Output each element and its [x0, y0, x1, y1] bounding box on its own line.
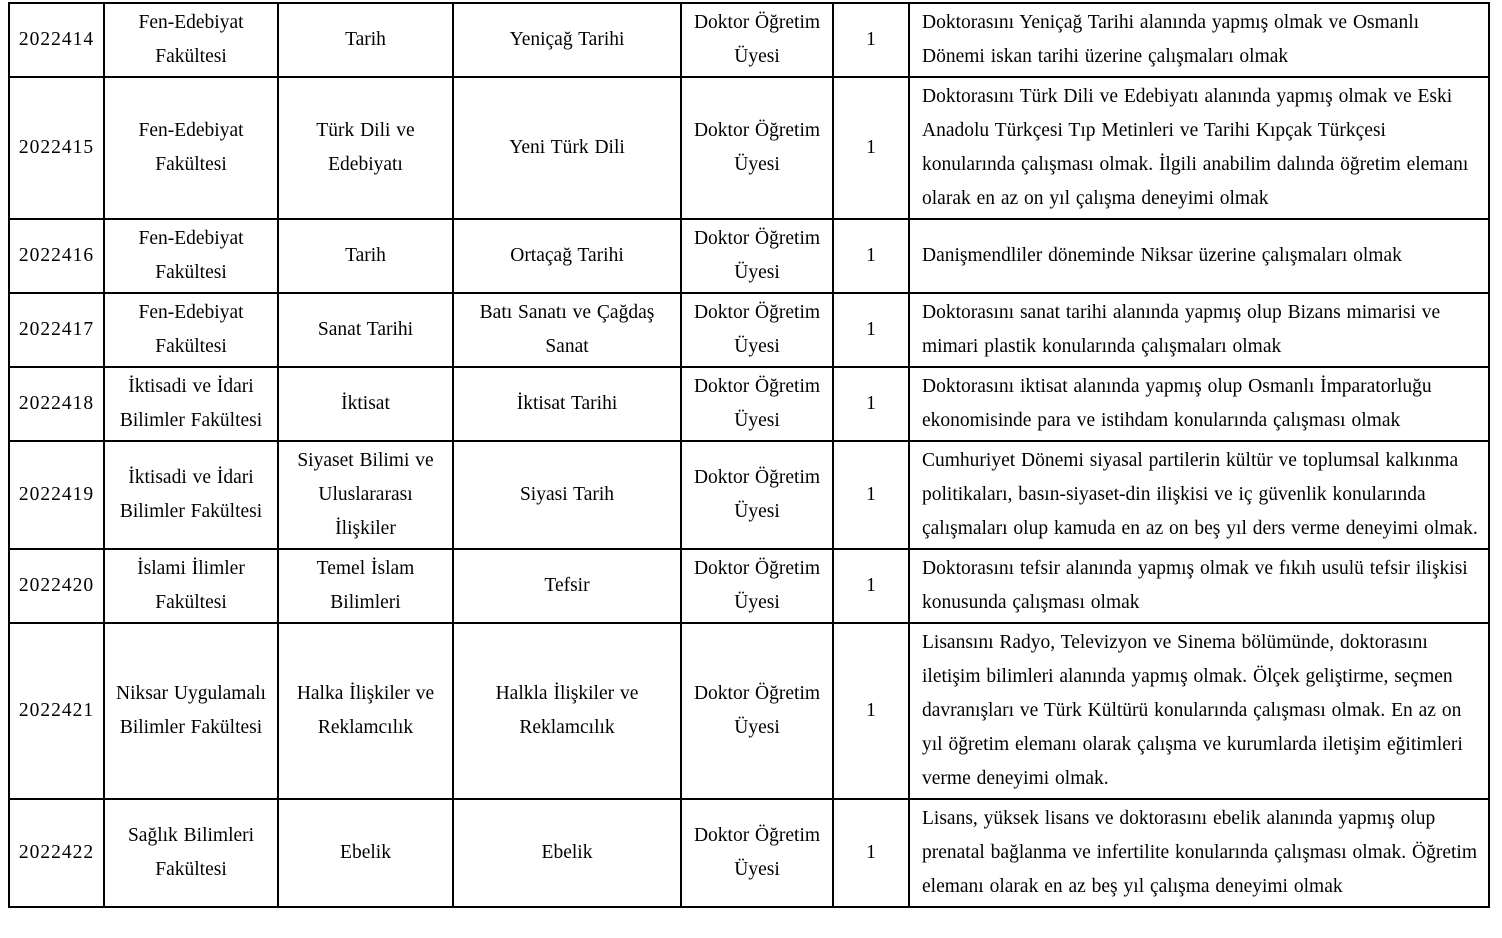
cell-department: Tarih: [278, 3, 453, 77]
cell-quota: 1: [833, 549, 909, 623]
position-row: [9, 293, 1489, 367]
cell-announcement-no: 2022417: [9, 293, 104, 367]
cell-title: Doktor Öğretim Üyesi: [681, 77, 833, 219]
cell-department: Siyaset Bilimi ve Uluslararası İlişkiler: [278, 441, 453, 549]
cell-department: Halka İlişkiler ve Reklamcılık: [278, 623, 453, 799]
cell-faculty: Fen-Edebiyat Fakültesi: [104, 219, 278, 293]
cell-program: Yeni Türk Dili: [453, 77, 681, 219]
cell-title: Doktor Öğretim Üyesi: [681, 219, 833, 293]
position-row: [9, 3, 1489, 77]
cell-program: İktisat Tarihi: [453, 367, 681, 441]
cell-faculty: Sağlık Bilimleri Fakültesi: [104, 799, 278, 907]
position-row: [9, 77, 1489, 219]
cell-department: Tarih: [278, 219, 453, 293]
cell-quota: 1: [833, 799, 909, 907]
cell-program: Ortaçağ Tarihi: [453, 219, 681, 293]
cell-quota: 1: [833, 623, 909, 799]
position-row: [9, 219, 1489, 293]
cell-department: Türk Dili ve Edebiyatı: [278, 77, 453, 219]
cell-program: Yeniçağ Tarihi: [453, 3, 681, 77]
cell-announcement-no: 2022418: [9, 367, 104, 441]
cell-announcement-no: 2022416: [9, 219, 104, 293]
cell-title: Doktor Öğretim Üyesi: [681, 367, 833, 441]
cell-quota: 1: [833, 3, 909, 77]
cell-department: Sanat Tarihi: [278, 293, 453, 367]
cell-faculty: Fen-Edebiyat Fakültesi: [104, 3, 278, 77]
cell-requirements: Doktorasını Türk Dili ve Edebiyatı alanında yapmış olmak ve Eski Anadolu Türkçesi Tıp Metinleri ve Tarihi Kıpçak Türkçesi konularında çalışması olmak. İlgili anabilim dalında öğretim elemanı olarak en az on yıl çalışma deneyimi olmak: [909, 77, 1489, 219]
cell-requirements: Doktorasını Yeniçağ Tarihi alanında yapmış olmak ve Osmanlı Dönemi iskan tarihi üzerine çalışmaları olmak: [909, 3, 1489, 77]
cell-faculty: Niksar Uygulamalı Bilimler Fakültesi: [104, 623, 278, 799]
position-row: [9, 441, 1489, 549]
cell-announcement-no: 2022421: [9, 623, 104, 799]
position-row: [9, 623, 1489, 799]
cell-program: Siyasi Tarih: [453, 441, 681, 549]
cell-title: Doktor Öğretim Üyesi: [681, 3, 833, 77]
cell-program: Halkla İlişkiler ve Reklamcılık: [453, 623, 681, 799]
cell-requirements: Cumhuriyet Dönemi siyasal partilerin kültür ve toplumsal kalkınma politikaları, basın-siyaset-din ilişkisi ve iç güvenlik konularında çalışmaları olup kamuda en az on beş yıl ders verme deneyimi olmak.: [909, 441, 1489, 549]
position-row: [9, 367, 1489, 441]
positions-table: [8, 2, 1490, 908]
cell-announcement-no: 2022414: [9, 3, 104, 77]
cell-quota: 1: [833, 219, 909, 293]
cell-quota: 1: [833, 77, 909, 219]
cell-quota: 1: [833, 367, 909, 441]
cell-faculty: İktisadi ve İdari Bilimler Fakültesi: [104, 367, 278, 441]
cell-program: Tefsir: [453, 549, 681, 623]
cell-announcement-no: 2022422: [9, 799, 104, 907]
cell-announcement-no: 2022419: [9, 441, 104, 549]
cell-requirements: Doktorasını tefsir alanında yapmış olmak ve fıkıh usulü tefsir ilişkisi konusunda çalışması olmak: [909, 549, 1489, 623]
cell-quota: 1: [833, 441, 909, 549]
cell-department: İktisat: [278, 367, 453, 441]
cell-quota: 1: [833, 293, 909, 367]
cell-faculty: İslami İlimler Fakültesi: [104, 549, 278, 623]
cell-department: Temel İslam Bilimleri: [278, 549, 453, 623]
cell-announcement-no: 2022420: [9, 549, 104, 623]
cell-faculty: İktisadi ve İdari Bilimler Fakültesi: [104, 441, 278, 549]
positions-table-body: [9, 3, 1489, 907]
cell-faculty: Fen-Edebiyat Fakültesi: [104, 293, 278, 367]
cell-requirements: Lisans, yüksek lisans ve doktorasını ebelik alanında yapmış olup prenatal bağlanma ve infertilite konularında çalışması olmak. Öğretim elemanı olarak en az beş yıl çalışma deneyimi olmak: [909, 799, 1489, 907]
cell-requirements: Doktorasını sanat tarihi alanında yapmış olup Bizans mimarisi ve mimari plastik konularında çalışmaları olmak: [909, 293, 1489, 367]
cell-program: Ebelik: [453, 799, 681, 907]
cell-faculty: Fen-Edebiyat Fakültesi: [104, 77, 278, 219]
cell-program: Batı Sanatı ve Çağdaş Sanat: [453, 293, 681, 367]
cell-department: Ebelik: [278, 799, 453, 907]
position-row: [9, 799, 1489, 907]
cell-title: Doktor Öğretim Üyesi: [681, 799, 833, 907]
cell-requirements: Danişmendliler döneminde Niksar üzerine çalışmaları olmak: [909, 219, 1489, 293]
cell-requirements: Doktorasını iktisat alanında yapmış olup Osmanlı İmparatorluğu ekonomisinde para ve istihdam konularında çalışması olmak: [909, 367, 1489, 441]
cell-title: Doktor Öğretim Üyesi: [681, 549, 833, 623]
position-row: [9, 549, 1489, 623]
cell-announcement-no: 2022415: [9, 77, 104, 219]
cell-requirements: Lisansını Radyo, Televizyon ve Sinema bölümünde, doktorasını iletişim bilimleri alanında yapmış olmak. Ölçek geliştirme, seçmen davranışları ve Türk Kültürü konularında çalışması olmak. En az on yıl öğretim elemanı olarak çalışma ve kurumlarda iletişim eğitimleri verme deneyimi olmak.: [909, 623, 1489, 799]
cell-title: Doktor Öğretim Üyesi: [681, 441, 833, 549]
cell-title: Doktor Öğretim Üyesi: [681, 293, 833, 367]
cell-title: Doktor Öğretim Üyesi: [681, 623, 833, 799]
